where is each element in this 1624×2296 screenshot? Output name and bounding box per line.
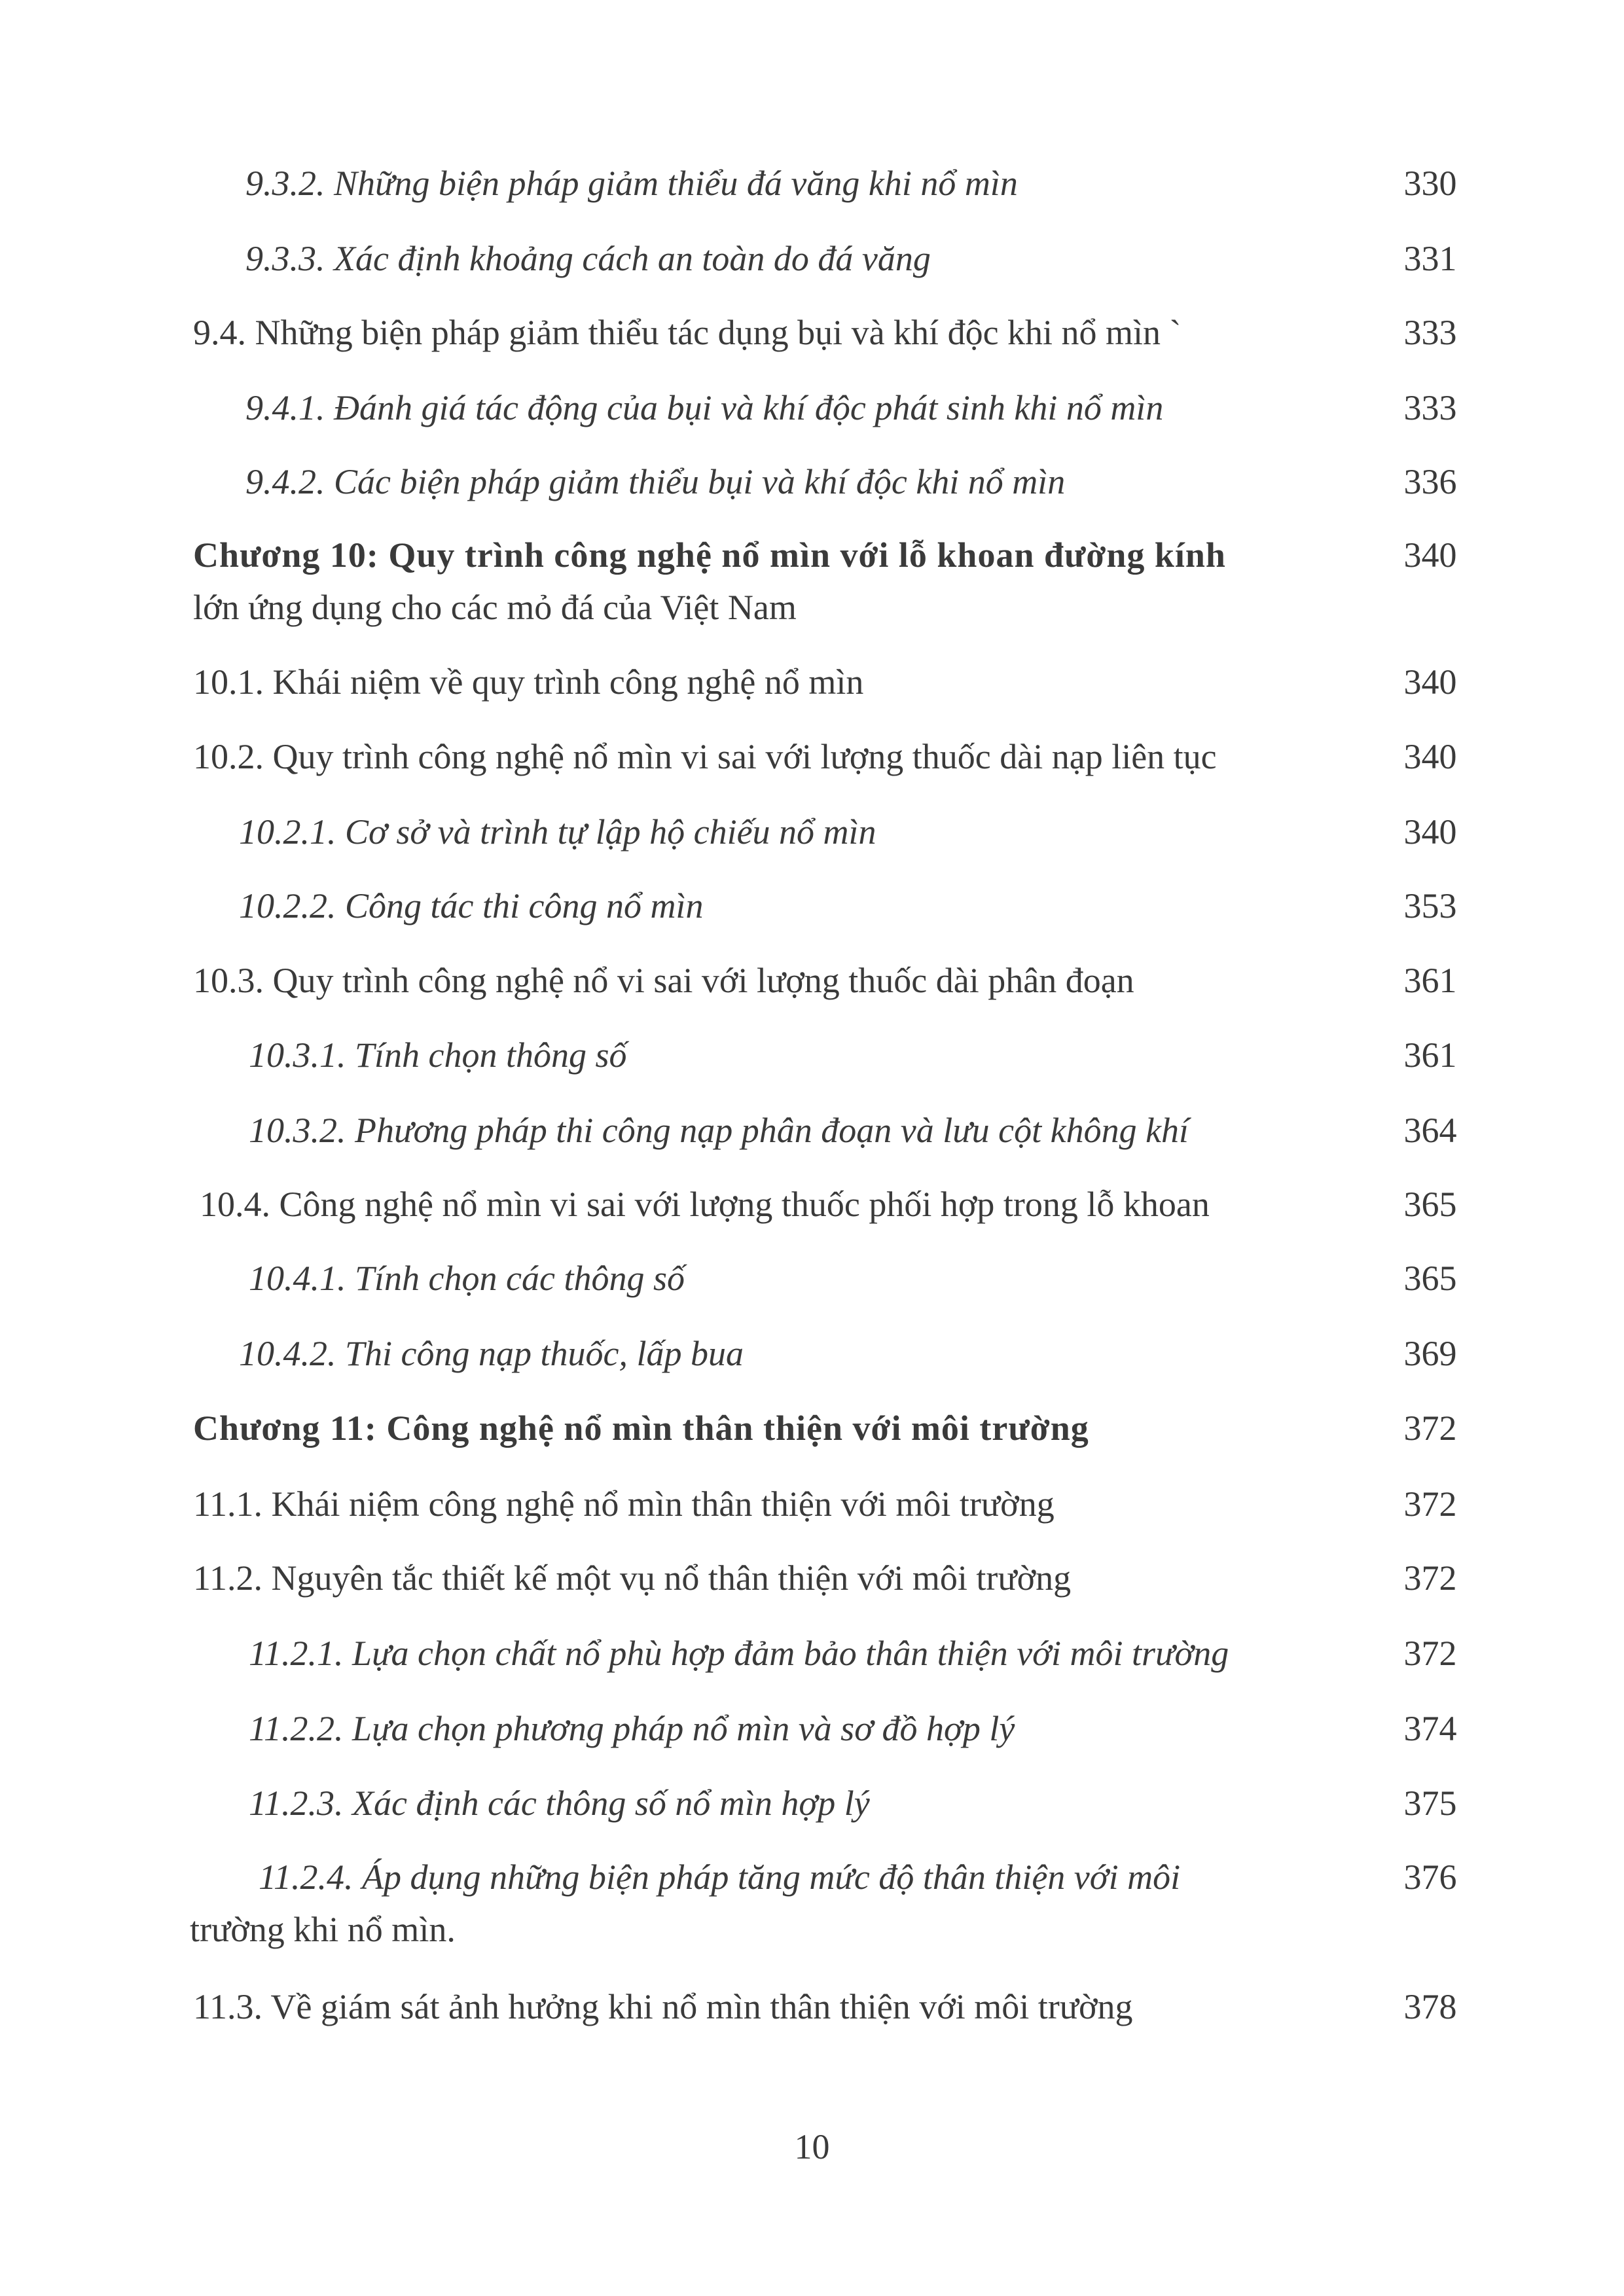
toc-entry-page: 365 xyxy=(1403,1185,1457,1224)
toc-entry-page: 333 xyxy=(1403,388,1457,427)
toc-entry-page: 372 xyxy=(1403,1558,1457,1598)
toc-entry-page: 336 xyxy=(1403,462,1457,501)
toc-entry-page: 331 xyxy=(1403,239,1457,278)
toc-entry-page: 340 xyxy=(1403,812,1457,852)
toc-entry-page: 361 xyxy=(1403,961,1457,1000)
toc-entry-title: 10.4. Công nghệ nổ mìn vi sai với lượng thuốc phối hợp trong lỗ khoan xyxy=(200,1185,1210,1224)
toc-entry-page: 333 xyxy=(1403,313,1457,352)
toc-entry-page: 353 xyxy=(1403,886,1457,925)
toc-entry-page: 361 xyxy=(1403,1035,1457,1075)
toc-entry-page: 330 xyxy=(1403,164,1457,203)
toc-entry-title: 10.2.1. Cơ sở và trình tự lập hộ chiếu nổ mìn xyxy=(239,812,876,852)
toc-entry-title: 11.2.4. Áp dụng những biện pháp tăng mức độ thân thiện với môi xyxy=(259,1857,1181,1897)
toc-entry-title: 9.3.3. Xác định khoảng cách an toàn do đá văng xyxy=(245,239,931,278)
toc-entry-title: 9.4. Những biện pháp giảm thiểu tác dụng bụi và khí độc khi nổ mìn ` xyxy=(193,313,1182,352)
toc-entry-page: 372 xyxy=(1403,1634,1457,1673)
toc-entry-page: 372 xyxy=(1403,1484,1457,1524)
toc-entry-page: 365 xyxy=(1403,1259,1457,1298)
toc-entry-title: 11.1. Khái niệm công nghệ nổ mìn thân thiện với môi trường xyxy=(193,1484,1055,1524)
toc-entry-title: 10.4.2. Thi công nạp thuốc, lấp bua xyxy=(239,1334,744,1373)
toc-entry-page: 369 xyxy=(1403,1334,1457,1373)
toc-entry-title-continued: trường khi nổ mìn. xyxy=(190,1910,456,1949)
toc-entry-title: 10.3. Quy trình công nghệ nổ vi sai với lượng thuốc dài phân đoạn xyxy=(193,961,1134,1000)
toc-entry-title: 9.4.2. Các biện pháp giảm thiểu bụi và khí độc khi nổ mìn xyxy=(245,462,1066,501)
toc-entry-page: 340 xyxy=(1403,535,1457,575)
toc-entry-page: 372 xyxy=(1403,1408,1457,1448)
toc-entry-title: 10.3.1. Tính chọn thông số xyxy=(249,1035,627,1075)
page-number: 10 xyxy=(794,2127,830,2166)
toc-entry-title: 9.3.2. Những biện pháp giảm thiểu đá văng khi nổ mìn xyxy=(245,164,1018,203)
toc-entry-page: 340 xyxy=(1403,662,1457,702)
toc-entry-title: 11.3. Về giám sát ảnh hưởng khi nổ mìn thân thiện với môi trường xyxy=(193,1987,1133,2026)
toc-entry-title: 10.4.1. Tính chọn các thông số xyxy=(249,1259,685,1298)
toc-entry-title: 11.2.3. Xác định các thông số nổ mìn hợp lý xyxy=(249,1784,870,1823)
toc-entry-page: 340 xyxy=(1403,737,1457,776)
toc-entry-title: 10.3.2. Phương pháp thi công nạp phân đoạn và lưu cột không khí xyxy=(249,1111,1189,1150)
toc-entry-title: Chương 11: Công nghệ nổ mìn thân thiện với môi trường xyxy=(193,1408,1089,1448)
toc-entry-page: 374 xyxy=(1403,1709,1457,1748)
toc-entry-page: 376 xyxy=(1403,1857,1457,1897)
toc-entry-page: 375 xyxy=(1403,1784,1457,1823)
toc-entry-title: 10.1. Khái niệm về quy trình công nghệ nổ mìn xyxy=(193,662,864,702)
toc-entry-title: 9.4.1. Đánh giá tác động của bụi và khí độc phát sinh khi nổ mìn xyxy=(245,388,1164,427)
toc-entry-page: 364 xyxy=(1403,1111,1457,1150)
toc-entry-title: 10.2. Quy trình công nghệ nổ mìn vi sai với lượng thuốc dài nạp liên tục xyxy=(193,737,1217,776)
toc-entry-title: Chương 10: Quy trình công nghệ nổ mìn với lỗ khoan đường kính xyxy=(193,535,1226,575)
toc-entry-title: 10.2.2. Công tác thi công nổ mìn xyxy=(239,886,704,925)
toc-entry-page: 378 xyxy=(1403,1987,1457,2026)
toc-entry-title: 11.2.2. Lựa chọn phương pháp nổ mìn và sơ đồ hợp lý xyxy=(249,1709,1015,1748)
toc-entry-title: 11.2. Nguyên tắc thiết kế một vụ nổ thân thiện với môi trường xyxy=(193,1558,1072,1598)
toc-entry-title: 11.2.1. Lựa chọn chất nổ phù hợp đảm bảo thân thiện với môi trường xyxy=(249,1634,1229,1673)
toc-entry-title-continued: lớn ứng dụng cho các mỏ đá của Việt Nam xyxy=(193,588,797,627)
